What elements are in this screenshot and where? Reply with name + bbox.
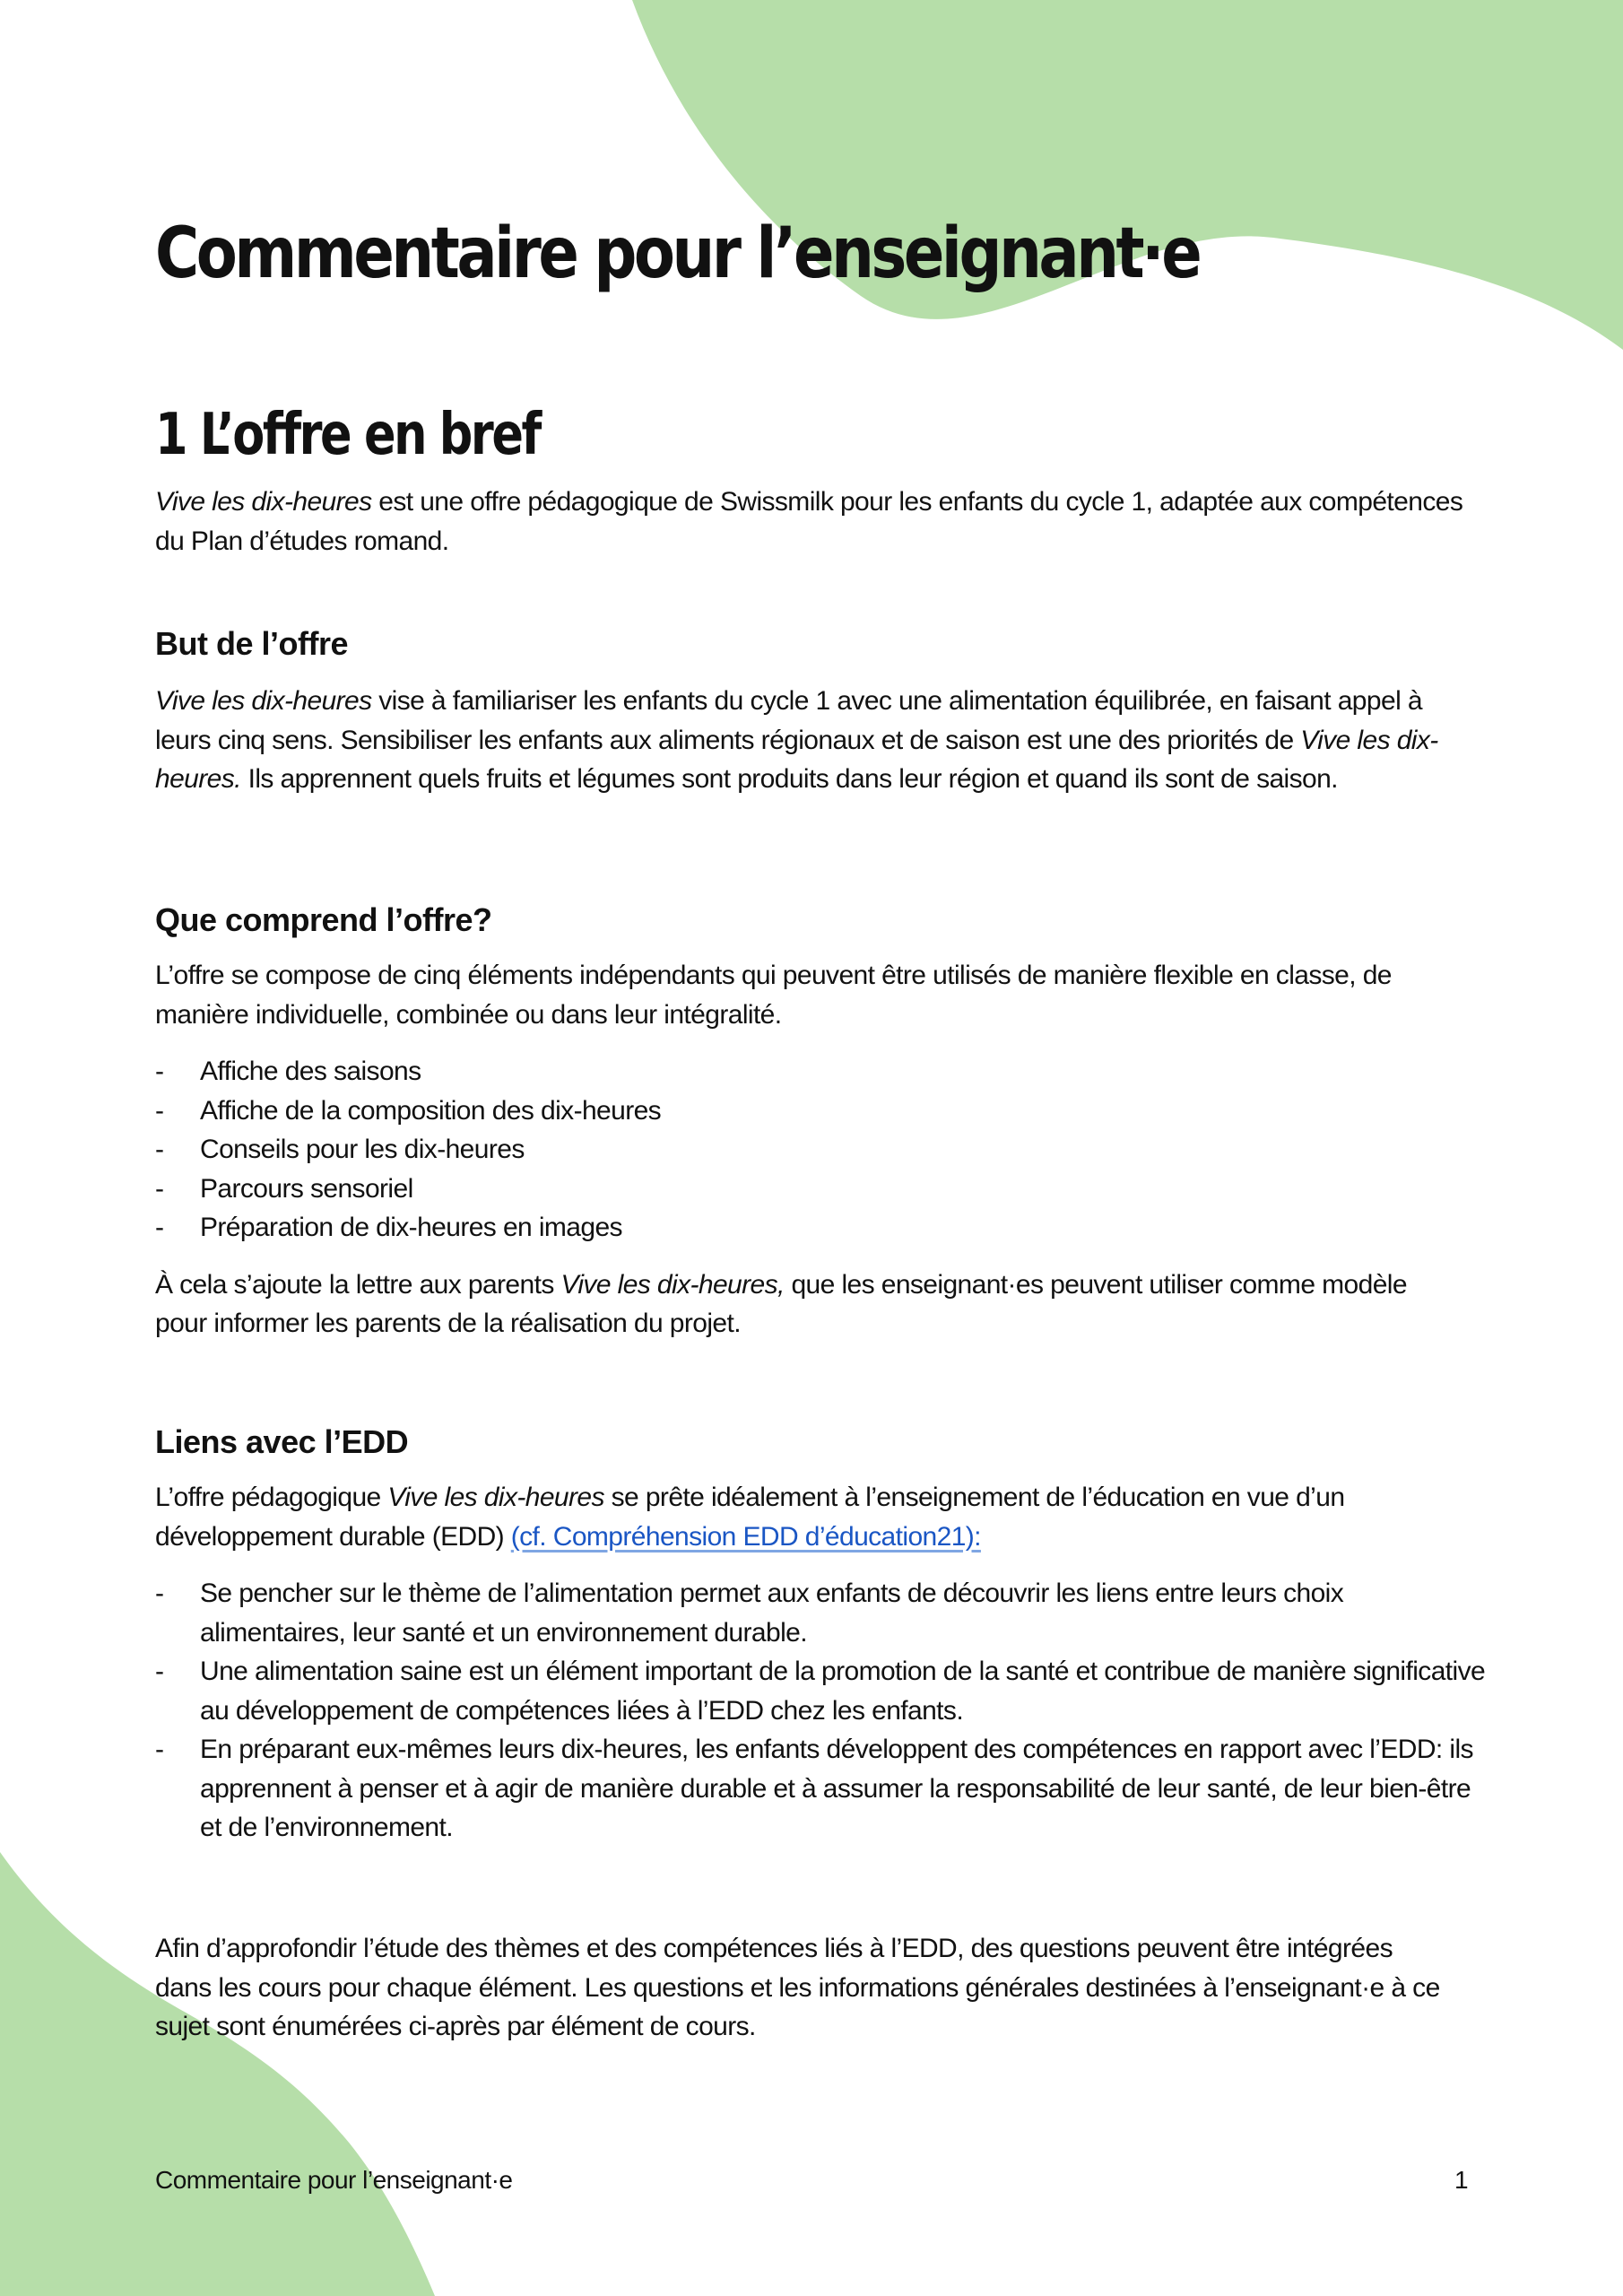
dash-bullet: - — [155, 1213, 164, 1242]
list-item-text: Se pencher sur le thème de l’alimentation permet aux enfants de découvrir les liens entre leurs choix alimentaires, leur santé et un environnement durable. — [200, 1578, 1344, 1648]
parents-text-1: À cela s’ajoute la lettre aux parents — [155, 1269, 561, 1300]
list-item-text: Affiche de la composition des dix-heures — [200, 1095, 662, 1126]
but-paragraph — [155, 682, 1446, 799]
but-text-2: Ils apprennent quels fruits et légumes sont produits dans leur région et quand ils sont de saison. — [240, 764, 1338, 794]
offer-elements-list — [155, 1052, 1473, 1248]
program-name: Vive les dix-heures — [155, 487, 372, 517]
program-name: Vive les dix-heures — [387, 1483, 604, 1512]
edd-text-1: L’offre pédagogique — [155, 1483, 388, 1512]
heading-comprend: Que comprend l’offre? — [155, 901, 492, 938]
dash-bullet: - — [155, 1657, 164, 1686]
intro-paragraph — [155, 483, 1473, 561]
list-item — [155, 1208, 1473, 1248]
footer-title: Commentaire pour l’enseignant·e — [155, 2166, 513, 2194]
list-item-text: Parcours sensoriel — [200, 1173, 413, 1204]
page-number: 1 — [1454, 2166, 1469, 2194]
dash-bullet: - — [155, 1735, 164, 1764]
section-comprend — [155, 900, 1473, 1344]
parents-letter-paragraph — [155, 1265, 1446, 1344]
edd-text-2: se prête idéalement à l’enseignement de l’éducation en vue d’un développement durable (EDD) — [155, 1483, 1345, 1552]
comprend-paragraph: L’offre se compose de cinq éléments indépendants qui peuvent être utilisés de manière flexible en classe, de manière individuelle, combinée ou dans leur intégralité. — [155, 961, 1392, 1030]
section-edd — [155, 1422, 1486, 1848]
dash-bullet: - — [155, 1135, 164, 1164]
program-name: Vive les dix-heures — [155, 686, 372, 716]
list-item — [155, 1652, 1491, 1730]
list-item-text: Conseils pour les dix-heures — [200, 1135, 525, 1164]
edd-list — [155, 1574, 1491, 1848]
closing-text: Afin d’approfondir l’étude des thèmes et des compétences liés à l’EDD, des questions peuvent être intégrées dans les cours pour chaque élément. Les questions et les informations générales destinées à l’enseignant·e à ce sujet sont énumérées ci-après par élément de cours. — [155, 1934, 1440, 2041]
dash-bullet: - — [155, 1578, 164, 1608]
edd-paragraph — [155, 1478, 1428, 1556]
list-item-text: Affiche des saisons — [200, 1057, 421, 1086]
section-but — [155, 624, 1473, 799]
list-item — [155, 1574, 1491, 1652]
list-item — [155, 1052, 1473, 1091]
list-item — [155, 1730, 1491, 1848]
heading-but: But de l’offre — [155, 625, 348, 662]
parents-text-2: que les enseignant·es peuvent utiliser comme modèle pour informer les parents de la réalisation du projet. — [155, 1269, 1407, 1338]
dash-bullet: - — [155, 1095, 164, 1126]
list-item-text: Une alimentation saine est un élément important de la promotion de la santé et contribue de manière significative au développement de compétences liées à l’EDD chez les enfants. — [200, 1657, 1486, 1726]
document-title: Commentaire pour l’enseignant·e — [155, 213, 1200, 294]
closing-paragraph — [155, 1929, 1446, 2047]
list-item — [155, 1130, 1473, 1170]
section-title: 1 L’offre en bref — [155, 402, 540, 468]
list-item — [155, 1170, 1473, 1209]
but-text-1: vise à familiariser les enfants du cycle 1 avec une alimentation équilibrée, en faisant appel à leurs cinq sens. Sensibiliser les enfants aux aliments régionaux et de saison est une des priorités de — [155, 686, 1422, 755]
list-item — [155, 1091, 1473, 1131]
dash-bullet: - — [155, 1173, 164, 1204]
heading-edd: Liens avec l’EDD — [155, 1423, 409, 1460]
edd-education21-link[interactable]: (cf. Compréhension EDD d’éducation21): — [510, 1521, 981, 1552]
dash-bullet: - — [155, 1057, 164, 1086]
program-name: Vive les dix-heures, — [560, 1269, 785, 1300]
list-item-text: En préparant eux-mêmes leurs dix-heures, les enfants développent des compétences en rapport avec l’EDD: ils apprennent à penser et à agir de manière durable et à assumer la responsabilité de leur santé, de leur bien-être et de l’environnement. — [200, 1735, 1473, 1842]
list-item-text: Préparation de dix-heures en images — [200, 1213, 622, 1242]
program-name: Vive les dix-heures. — [155, 725, 1438, 794]
intro-text: est une offre pédagogique de Swissmilk pour les enfants du cycle 1, adaptée aux compétences du Plan d’études romand. — [155, 487, 1463, 556]
